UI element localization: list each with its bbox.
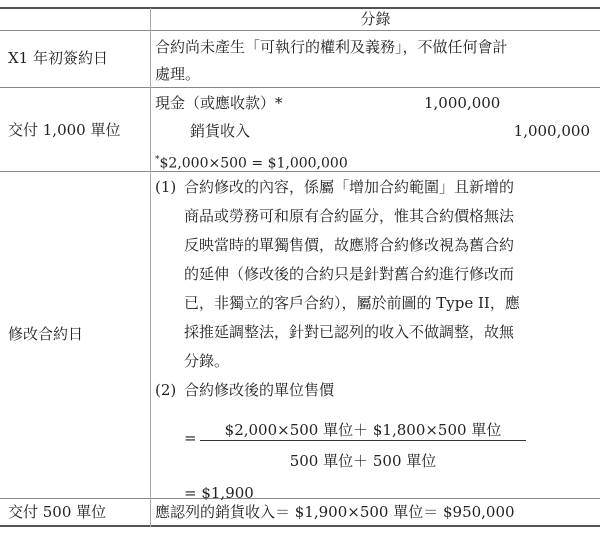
row-label-signing-date: X1 年初簽約日 bbox=[8, 49, 108, 67]
debit-amount: 1,000,000 bbox=[424, 94, 501, 112]
row-label-delivery-500: 交付 500 單位 bbox=[8, 503, 107, 521]
item-number: (1) bbox=[155, 178, 177, 196]
row-divider bbox=[0, 498, 600, 499]
formula-result: = $1,900 bbox=[184, 484, 254, 502]
item1-paragraph bbox=[184, 173, 592, 376]
formula-denominator: 500 單位＋ 500 單位 bbox=[289, 452, 437, 470]
item1-line: 反映當時的單獨售價，故應將合約修改視為舊合約 bbox=[184, 236, 515, 254]
footnote-marker: * bbox=[155, 155, 160, 165]
item-number: (2) bbox=[155, 381, 177, 399]
formula-equals-sign: = bbox=[184, 429, 197, 447]
row-label-delivery-1000: 交付 1,000 單位 bbox=[8, 121, 121, 139]
item1-line: 分錄。 bbox=[184, 352, 230, 370]
credit-account: 銷貨收入 bbox=[190, 122, 251, 140]
table-bottom-border bbox=[0, 525, 600, 527]
header-divider bbox=[0, 30, 600, 31]
credit-amount: 1,000,000 bbox=[513, 122, 590, 140]
item1-line: 的延伸（修改後的合約只是針對舊合約進行修改而 bbox=[184, 265, 515, 283]
formula-numerator: $2,000×500 單位＋ $1,800×500 單位 bbox=[224, 421, 502, 439]
footnote-text: $2,000×500 = $1,000,000 bbox=[159, 155, 348, 172]
item1-line: 已，非獨立的客戶合約），屬於前圖的 Type II，應 bbox=[184, 294, 520, 312]
debit-account: 現金（或應收款）* bbox=[155, 94, 283, 112]
item2-title: 合約修改後的單位售價 bbox=[184, 381, 335, 399]
column-header-entries: 分錄 bbox=[360, 10, 391, 28]
row1-text-line: 處理。 bbox=[155, 65, 201, 83]
row4-entry-text: 應認列的銷貨收入＝ $1,900×500 單位＝ $950,000 bbox=[155, 503, 515, 521]
column-divider bbox=[150, 8, 151, 527]
row-label-modification-date: 修改合約日 bbox=[8, 325, 84, 343]
row1-entry-text bbox=[155, 34, 592, 88]
item1-line: 合約修改的內容，係屬「增加合約範圍」且新增的 bbox=[184, 178, 515, 196]
item1-line: 商品或勞務可和原有合約區分，惟其合約價格無法 bbox=[184, 207, 515, 225]
row1-text-line: 合約尚未產生「可執行的權利及義務」，不做任何會計 bbox=[155, 38, 508, 56]
fraction-bar bbox=[200, 440, 526, 441]
item1-line: 採推延調整法，針對已認列的收入不做調整，故無 bbox=[184, 323, 515, 341]
